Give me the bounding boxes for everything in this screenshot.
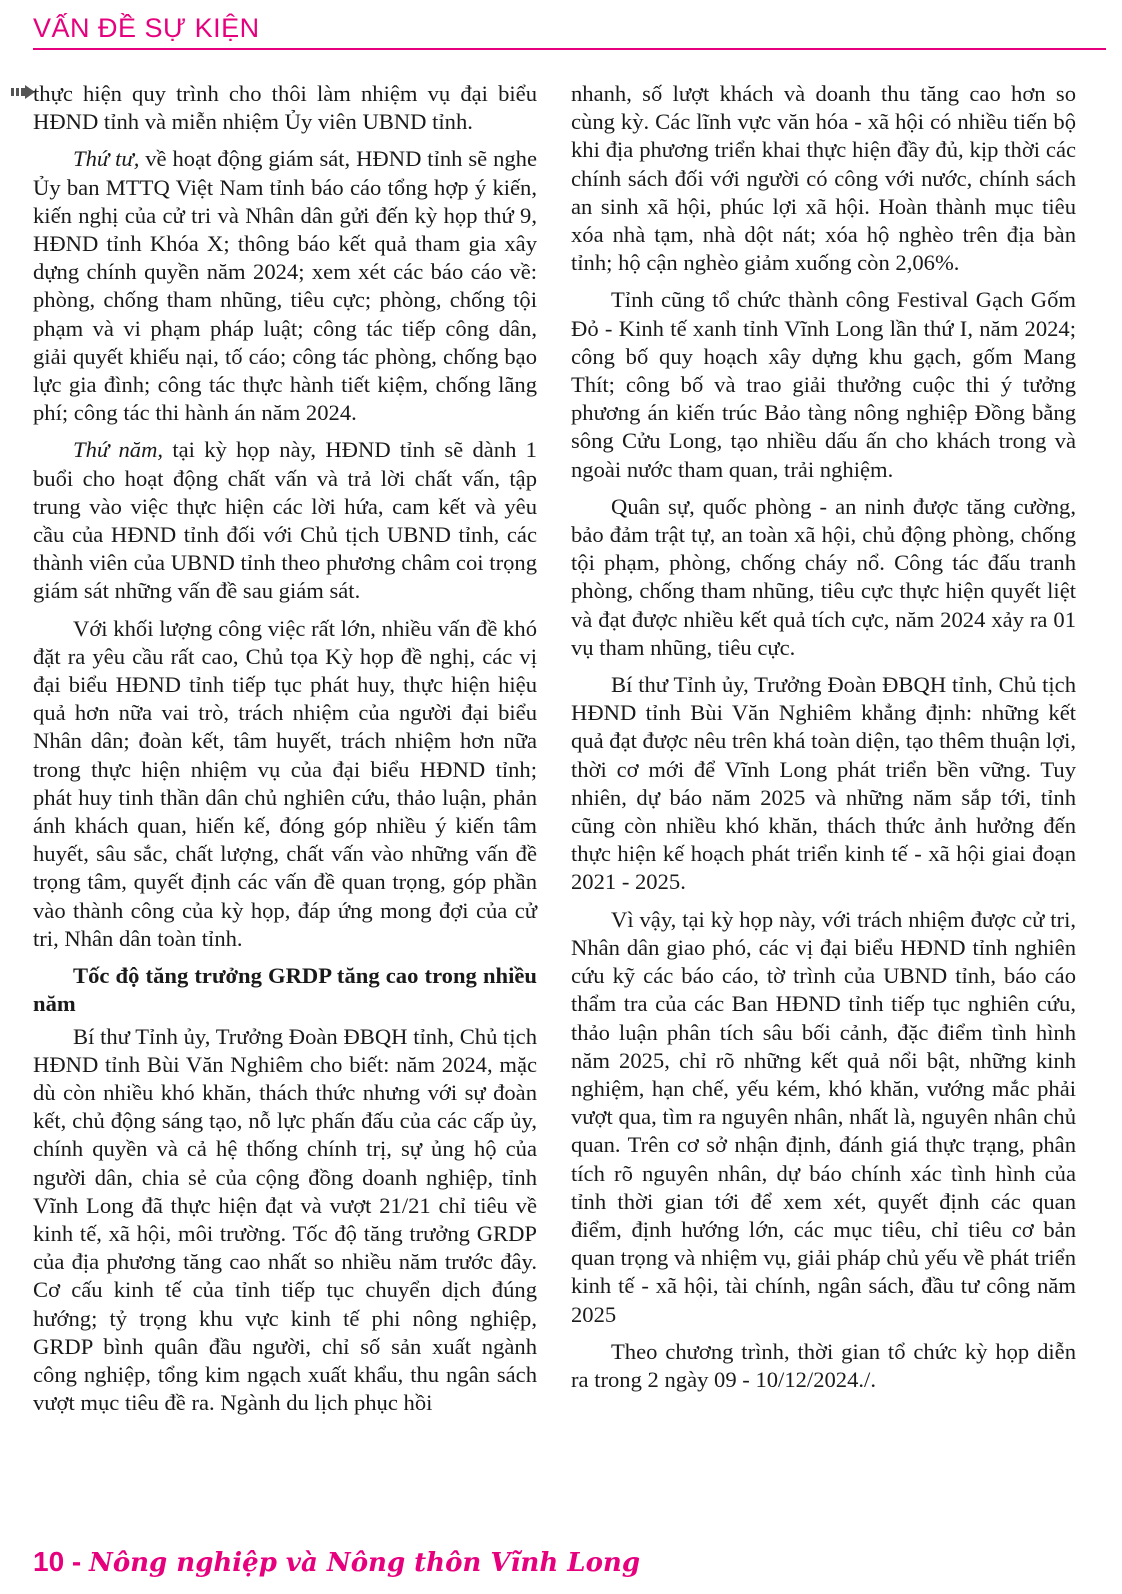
paragraph — [33, 80, 537, 136]
continuation-arrow-icon — [11, 85, 35, 99]
subheading: Tốc độ tăng trưởng GRDP tăng cao trong nhiều năm — [33, 963, 537, 1017]
page-number: 10 — [33, 1546, 65, 1577]
paragraph: Quân sự, quốc phòng - an ninh được tăng cường, bảo đảm trật tự, an toàn xã hội, chủ động phòng, chống tội phạm, phòng, chống cháy nổ. Công tác đấu tranh phòng, chống tham nhũng, tiêu cực thực hiện quyết liệt và đạt được nhiều kết quả tích cực, năm 2024 xảy ra 01 vụ tham nhũng, tiêu cực. — [571, 493, 1076, 660]
paragraph: Với khối lượng công việc rất lớn, nhiều vấn đề khó đặt ra yêu cầu rất cao, Chủ tọa Kỳ họp đề nghị, các vị đại biểu HĐND tỉnh tiếp tục phát huy, thực hiện hiệu quả hơn nữa vai trò, trách nhiệm của người đại biểu Nhân dân; đoàn kết, tâm huyết, trách nhiệm hơn nữa trong thực hiện nhiệm vụ của đại biểu HĐND tỉnh; phát huy tinh thần dân chủ nghiên cứu, thảo luận, phản ánh khách quan, hiến kế, đóng góp nhiều ý kiến tâm huyết, sâu sắc, chất lượng, chất vấn vào những vấn đề trọng tâm, quyết định các vấn đề quan trọng, góp phần vào thành công của kỳ họp, đáp ứng mong đợi của cử tri, Nhân dân toàn tỉnh. — [33, 615, 537, 951]
paragraph — [33, 436, 537, 605]
header-divider — [33, 48, 1106, 50]
right-column — [571, 80, 1076, 1403]
paragraph-text: về hoạt động giám sát, HĐND tỉnh sẽ nghe Ủy ban MTTQ Việt Nam tỉnh báo cáo tổng hợp ý kiến, kiến nghị của cử tri và Nhân dân gửi đến kỳ họp thứ 9, HĐND tỉnh Khóa X; thông báo kết quả tham gia xây dựng chính quyền năm 2024; xem xét các báo cáo về: phòng, chống tham nhũng, tiêu cực; phòng, chống tội phạm và vi phạm pháp luật; công tác tiếp công dân, giải quyết khiếu nại, tố cáo; công tác phòng, chống bạo lực gia đình; công tác thực hành tiết kiệm, chống lãng phí; công tác thi hành án năm 2024. — [33, 146, 537, 426]
paragraph-lead: Thứ năm, — [73, 437, 164, 463]
section-title: VẤN ĐỀ SỰ KIỆN — [33, 13, 260, 43]
paragraph: Theo chương trình, thời gian tổ chức kỳ họp diễn ra trong 2 ngày 09 - 10/12/2024./. — [571, 1338, 1076, 1392]
paragraph: Bí thư Tỉnh ủy, Trưởng Đoàn ĐBQH tỉnh, Chủ tịch HĐND tỉnh Bùi Văn Nghiêm cho biết: năm 2024, mặc dù còn nhiều khó khăn, thách thức nhưng với sự đoàn kết, chủ động sáng tạo, nỗ lực phấn đấu của các cấp ủy, chính quyền và cả hệ thống chính trị, sự ủng hộ của người dân, chia sẻ của cộng đồng doanh nghiệp, tỉnh Vĩnh Long đã thực hiện đạt và vượt 21/21 chỉ tiêu về kinh tế, xã hội, môi trường. Tốc độ tăng trưởng GRDP của địa phương tăng cao nhất so nhiều năm trước đây. Cơ cấu kinh tế của tỉnh tiếp tục chuyển dịch đúng hướng; tỷ trọng khu vực kinh tế phi nông nghiệp, GRDP bình quân đầu người, chỉ số sản xuất ngành công nghiệp, tổng kim ngạch xuất khẩu, thu ngân sách vượt mục tiêu đề ra. Ngành du lịch phục hồi — [33, 1023, 537, 1416]
paragraph: Bí thư Tỉnh ủy, Trưởng Đoàn ĐBQH tỉnh, Chủ tịch HĐND tỉnh Bùi Văn Nghiêm khẳng định: những kết quả đạt được nêu trên khá toàn diện, tạo thêm thuận lợi, thời cơ mới để Vĩnh Long phát triển bền vững. Tuy nhiên, dự báo năm 2025 và những năm sắp tới, tỉnh cũng còn nhiều khó khăn, thách thức ảnh hưởng đến thực hiện kế hoạch phát triển kinh tế - xã hội giai đoạn 2021 - 2025. — [571, 672, 1076, 895]
paragraph — [33, 145, 537, 427]
paragraph: nhanh, số lượt khách và doanh thu tăng cao hơn so cùng kỳ. Các lĩnh vực văn hóa - xã hội có nhiều tiến bộ khi địa phương triển khai thực hiện đầy đủ, kịp thời các chính sách đối với người có công với nước, chính sách an sinh xã hội, phúc lợi xã hội. Hoàn thành mục tiêu xóa nhà tạm, nhà dột nát; xóa hộ nghèo trên địa bàn tỉnh; hộ cận nghèo giảm xuống còn 2,06%. — [571, 81, 1076, 276]
left-column — [33, 80, 537, 1426]
paragraph-text: thực hiện quy trình cho thôi làm nhiệm vụ đại biểu HĐND tỉnh và miễn nhiệm Ủy viên UBND tỉnh. — [33, 81, 537, 135]
paragraph: Tỉnh cũng tổ chức thành công Festival Gạch Gốm Đỏ - Kinh tế xanh tỉnh Vĩnh Long lần thứ I, năm 2024; công bố quy hoạch xây dựng khu gạch, gốm Mang Thít; công bố và trao giải thưởng cuộc thi ý tưởng phương án kiến trúc Bảo tàng nông nghiệp Đồng bằng sông Cửu Long, tạo nhiều dấu ấn cho khách trong và ngoài nước tham quan, trải nghiệm. — [571, 287, 1076, 482]
paragraph-lead: Thứ tư, — [73, 146, 140, 172]
paragraph-text: tại kỳ họp này, HĐND tỉnh sẽ dành 1 buổi cho hoạt động chất vấn và trả lời chất vấn, tập trung vào việc thực hiện các lời hứa, cam kết và yêu cầu của HĐND tỉnh đối với Chủ tịch UBND tỉnh, các thành viên của UBND tỉnh theo phương châm coi trọng giám sát những vấn đề sau giám sát. — [33, 437, 537, 604]
publication-name: Nông nghiệp và Nông thôn Vĩnh Long — [89, 1548, 640, 1578]
footer-separator: - — [64, 1546, 90, 1577]
page-footer — [33, 1545, 640, 1580]
paragraph: Vì vậy, tại kỳ họp này, với trách nhiệm được cử tri, Nhân dân giao phó, các vị đại biểu HĐND tỉnh nghiên cứu kỹ các báo cáo, tờ trình của UBND tỉnh, báo cáo thẩm tra của các Ban HĐND tỉnh tiếp tục nghiên cứu, thảo luận phân tích sâu bối cảnh, đặc điểm tình hình năm 2025, chỉ rõ những kết quả nổi bật, những kinh nghiệm, hạn chế, yếu kém, khó khăn, vướng mắc phải vượt qua, tìm ra nguyên nhân, nhất là, nguyên nhân chủ quan. Trên cơ sở nhận định, đánh giá thực trạng, phân tích rõ nguyên nhân, dự báo chính xác tình hình của tỉnh thời gian tới để xem xét, quyết định các quan điểm, định hướng lớn, các mục tiêu, chỉ tiêu cơ bản quan trọng và nhiệm vụ, giải pháp chủ yếu về phát triển kinh tế - xã hội, tài chính, ngân sách, đầu tư công năm 2025 — [571, 906, 1076, 1327]
